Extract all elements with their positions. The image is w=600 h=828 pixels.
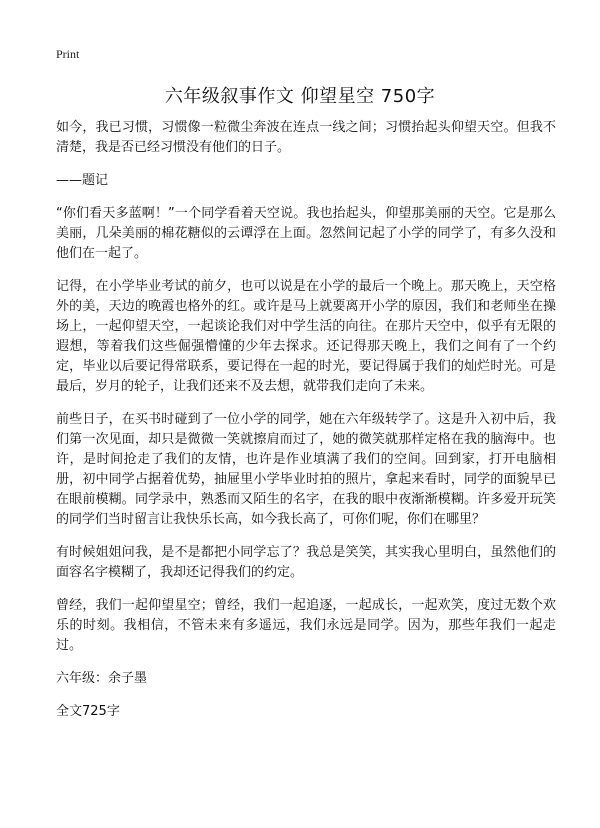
paragraph-promise: 有时候姐姐问我，是不是都把小同学忘了？我总是笑笑，其实我心里明白，虽然他们的面容名字模糊了，我却还记得我们的约定。 (56, 545, 556, 580)
paragraph-closing: 曾经，我们一起仰望星空；曾经，我们一起追逐，一起成长，一起欢笑，度过无数个欢乐的时刻。我相信，不管未来有多遥远，我们永远是同学。因为，那些年我们一起走过。 (56, 598, 556, 653)
paragraph-encounter: 前些日子，在买书时碰到了一位小学的同学，她在六年级转学了。这是升入初中后，我们第一次见面，却只是微微一笑就擦肩而过了，她的微笑就那样定格在我的脑海中。也许，是时间抢走了我们的友情，也许是作业填满了我们的空间。回到家，打开电脑相册，初中同学占据着优势，抽屉里小学毕业时拍的照片，拿起来看时，同学的面貌早已在眼前模糊。同学录中，熟悉而又陌生的名字，在我的眼中夜渐渐模糊。许多爱开玩笑的同学们当时留言让我快乐长高，如今我长高了，可你们呢，你们在哪里？ (56, 412, 556, 527)
paragraph-epigraph: ——题记 (56, 173, 109, 188)
paragraph-intro: 如今，我已习惯，习惯像一粒微尘奔波在连点一线之间；习惯抬起头仰望天空。但我不清楚，我是否已经习惯没有他们的日子。 (56, 120, 556, 155)
article-body (56, 118, 556, 735)
print-link[interactable]: Print (56, 47, 80, 61)
paragraph-memory: 记得，在小学毕业考试的前夕，也可以说是在小学的最后一个晚上。那天晚上，天空格外的美，天边的晚霞也格外的红。或许是马上就要离开小学的原因，我们和老师坐在操场上，一起仰望天空，一起谈论我们对中学生活的向往。在那片天空中，似乎有无限的遐想，等着我们这些倔强懵懂的少年去探求。还记得那天晚上，我们之间有了一个约定，毕业以后要记得常联系，要记得在一起的时光，要记得属于我们的灿烂时光。可是最后，岁月的轮子，让我们还来不及去想，就带我们走向了未来。 (56, 279, 556, 394)
author-signature: 六年级：余子墨 (56, 671, 148, 686)
paragraph-sky: “你们看天多蓝啊！”一个同学看着天空说。我也抬起头，仰望那美丽的天空。它是那么美丽，几朵美丽的棉花糖似的云谭浮在上面。忽然间记起了小学的同学了，有多久没和他们在一起了。 (56, 206, 556, 261)
word-count: 全文725字 (56, 704, 120, 719)
article-title: 六年级叙事作文 仰望星空 750字 (164, 86, 436, 107)
